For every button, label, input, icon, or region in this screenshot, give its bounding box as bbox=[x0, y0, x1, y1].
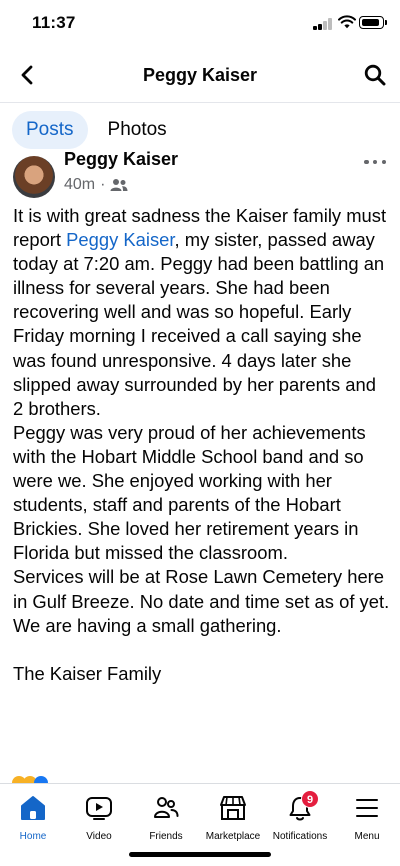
nav-video[interactable] bbox=[66, 794, 132, 844]
page-header bbox=[0, 50, 400, 100]
profile-tabs bbox=[12, 111, 181, 149]
post-body bbox=[13, 204, 391, 686]
nav-video-label: Video bbox=[86, 831, 112, 842]
cellular-signal-icon bbox=[313, 18, 333, 30]
menu-icon bbox=[355, 797, 379, 819]
post-paragraph: It is with great sadness the Kaiser family must report Peggy Kaiser, my sister, passed away today at 7:20 am. Peggy had been battling an illness for several years. She had been recovering well and was so hopeful. Early Friday morning I received a call saying she was found unresponsive. 4 days later she slipped away surrounded by her parents and 2 brothers. bbox=[13, 205, 387, 419]
post-paragraph: Services will be at Rose Lawn Cemetery here in Gulf Breeze. No date and time set as of yet. We are having a small gathering. bbox=[13, 566, 390, 636]
nav-friends[interactable] bbox=[133, 794, 199, 844]
home-indicator bbox=[129, 852, 271, 857]
nav-marketplace-label: Marketplace bbox=[205, 831, 261, 842]
nav-notifications[interactable] bbox=[267, 794, 333, 844]
header-divider bbox=[0, 102, 400, 103]
nav-home-label: Home bbox=[19, 831, 47, 842]
wifi-icon bbox=[338, 15, 356, 29]
status-bar bbox=[0, 0, 400, 50]
post-paragraph: Peggy was very proud of her achievements with the Hobart Middle School band and so were we. She enjoyed working with her students, staff and parents of the Hobart Brickies. She loved her retirement years in Florida but missed the classroom. bbox=[13, 421, 366, 564]
post-time[interactable]: 40m bbox=[64, 176, 96, 193]
notification-count-badge: 9 bbox=[301, 790, 319, 808]
video-icon bbox=[85, 796, 113, 820]
search-icon bbox=[364, 64, 386, 86]
nav-notifications-label: Notifications bbox=[272, 831, 328, 842]
page-title: Peggy Kaiser bbox=[142, 65, 258, 85]
friends-icon bbox=[153, 796, 179, 820]
tab-photos[interactable]: Photos bbox=[107, 119, 167, 140]
tab-posts[interactable]: Posts bbox=[12, 111, 88, 149]
post-signature: The Kaiser Family bbox=[13, 662, 162, 684]
nav-menu[interactable] bbox=[334, 794, 400, 844]
battery-icon bbox=[359, 16, 384, 29]
mention-link[interactable]: Peggy Kaiser bbox=[66, 229, 175, 251]
marketplace-icon bbox=[219, 795, 247, 821]
nav-marketplace[interactable] bbox=[200, 794, 266, 844]
more-options-button[interactable] bbox=[364, 158, 386, 166]
meta-separator: · bbox=[100, 176, 106, 193]
home-icon bbox=[20, 795, 46, 821]
post-meta bbox=[64, 176, 128, 194]
status-time: 11:37 bbox=[32, 13, 76, 32]
friends-icon bbox=[110, 178, 128, 192]
post-author[interactable]: Peggy Kaiser bbox=[64, 149, 179, 169]
avatar[interactable] bbox=[13, 156, 55, 198]
search-button[interactable] bbox=[362, 62, 388, 88]
nav-home[interactable] bbox=[0, 794, 66, 844]
post-header bbox=[0, 150, 400, 198]
nav-friends-label: Friends bbox=[149, 831, 183, 842]
nav-menu-label: Menu bbox=[354, 831, 380, 842]
